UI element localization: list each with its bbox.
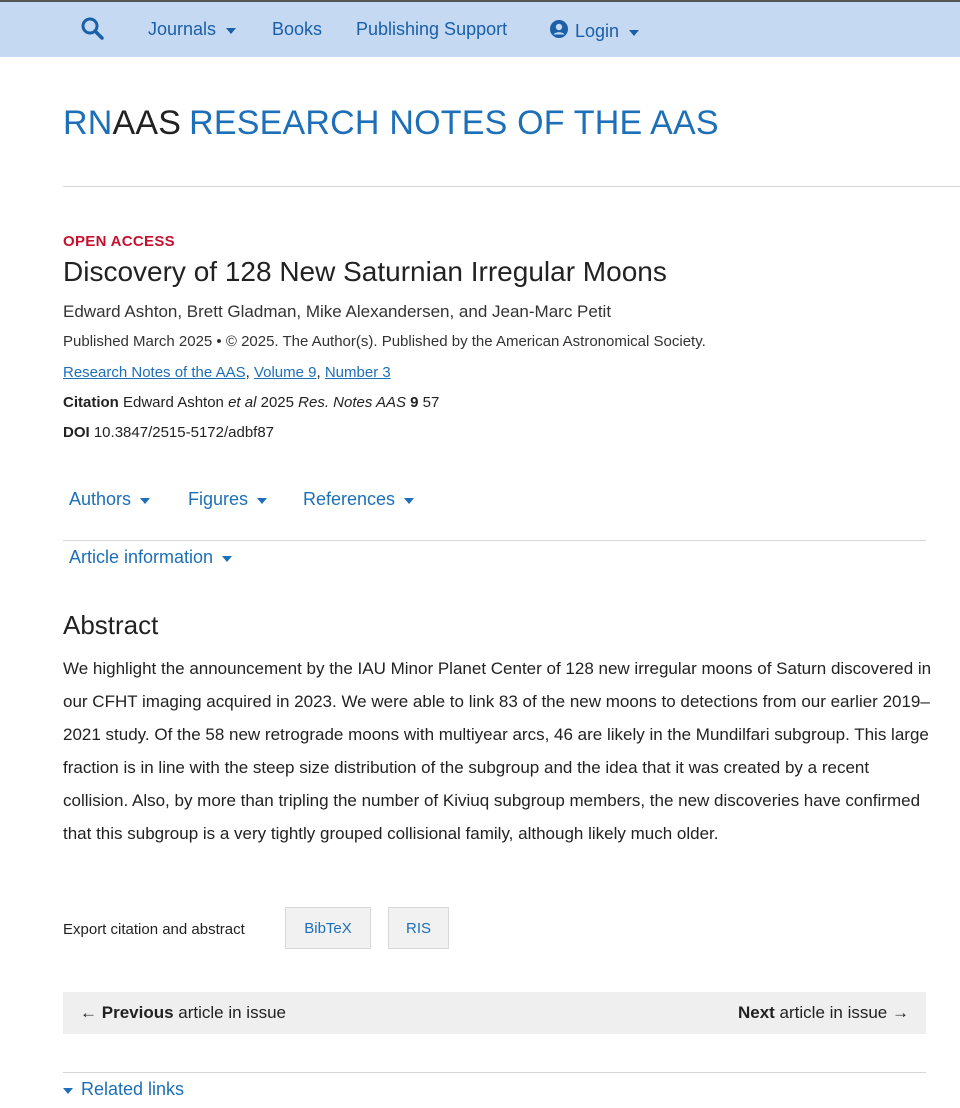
caret-down-icon — [404, 498, 414, 504]
previous-rest: article in issue — [173, 1003, 286, 1022]
top-navigation-bar — [0, 0, 960, 57]
doi — [63, 424, 274, 441]
issue-navigation — [63, 992, 926, 1034]
volume-link[interactable]: Volume 9 — [253, 364, 317, 381]
search-icon[interactable] — [80, 16, 104, 40]
caret-down-icon — [63, 1088, 73, 1094]
nav-login-label: Login — [575, 21, 620, 41]
logo-title: RESEARCH NOTES OF THE AAS — [189, 104, 719, 142]
related-links-label: Related links — [81, 1079, 185, 1099]
publication-info: Published March 2025 • © 2025. The Author(s). Published by the American Astronomical Society. — [63, 333, 706, 350]
citation-journal: Res. Notes AAS — [298, 394, 406, 411]
nav-books[interactable] — [272, 19, 322, 40]
tab-references[interactable] — [303, 489, 414, 510]
export-label: Export citation and abstract — [63, 921, 245, 938]
citation-etal: et al — [228, 394, 257, 411]
doi-value[interactable]: 10.3847/2515-5172/adbf87 — [93, 424, 275, 441]
journal-link[interactable]: Research Notes of the AAS — [63, 364, 246, 381]
citation-label: Citation — [63, 394, 119, 411]
article-authors: Edward Ashton, Brett Gladman, Mike Alexandersen, and Jean-Marc Petit — [63, 302, 612, 321]
caret-down-icon — [226, 28, 236, 34]
nav-publishing-support-label: Publishing Support — [356, 19, 508, 39]
journal-breadcrumb: Research Notes of the AAS, Volume 9, Number 3 — [63, 364, 391, 381]
caret-down-icon — [257, 498, 267, 504]
logo-aas: AAS — [112, 104, 182, 142]
citation — [63, 394, 439, 411]
abstract-text: We highlight the announcement by the IAU Minor Planet Center of 128 new irregular moons of Saturn discovered in our CFHT imaging acquired in 2023. We were able to link 83 of the new moons to detections from our earlier 2019–2021 study. Of the 58 new retrograde moons with multiyear arcs, 46 are likely in the Mundilfari subgroup. This large fraction is in line with the steep size distribution of the subgroup and the idea that it was created by a recent collision. Also, by more than tripling the number of Kiviuq subgroup members, the new discoveries have confirmed that this subgroup is a very tightly grouped collisional family, although likely much older. — [63, 659, 932, 843]
caret-down-icon — [140, 498, 150, 504]
tab-figures[interactable] — [188, 489, 267, 510]
abstract-heading: Abstract — [63, 610, 159, 640]
ris-button[interactable]: RIS — [388, 907, 449, 949]
previous-bold: Previous — [101, 1003, 174, 1022]
tab-references-label: References — [303, 489, 396, 509]
nav-books-label: Books — [272, 19, 323, 39]
nav-journals[interactable] — [148, 19, 236, 40]
next-bold: Next — [737, 1003, 775, 1022]
bibtex-button[interactable]: BibTeX — [285, 907, 371, 949]
tab-figures-label: Figures — [188, 489, 249, 509]
caret-down-icon — [629, 30, 639, 36]
citation-year: 2025 — [260, 394, 294, 411]
citation-author: Edward Ashton — [123, 394, 224, 411]
related-links-toggle[interactable] — [63, 1079, 184, 1100]
doi-label: DOI — [63, 424, 90, 441]
header-divider — [63, 186, 960, 187]
arrow-left-icon: ← — [80, 1003, 97, 1022]
article-title: Discovery of 128 New Saturnian Irregular Moons — [63, 256, 667, 287]
tab-authors-label: Authors — [69, 489, 132, 509]
next-article-link[interactable] — [738, 1003, 909, 1023]
tabs-divider — [63, 540, 926, 541]
logo-rn: RN — [63, 104, 113, 142]
tab-article-information[interactable] — [69, 547, 232, 568]
tab-article-information-label: Article information — [69, 547, 214, 567]
journal-logo[interactable] — [63, 104, 719, 143]
related-divider — [63, 1072, 926, 1073]
caret-down-icon — [222, 556, 232, 562]
nav-journals-label: Journals — [148, 19, 217, 39]
user-circle-icon — [549, 19, 569, 44]
next-rest: article in issue — [774, 1003, 888, 1022]
citation-page: 57 — [422, 394, 440, 411]
nav-publishing-support[interactable] — [356, 19, 507, 40]
citation-volume: 9 — [410, 394, 419, 411]
number-link[interactable]: Number 3 — [324, 364, 391, 381]
open-access-badge: OPEN ACCESS — [63, 233, 175, 250]
nav-login[interactable] — [549, 19, 639, 44]
previous-article-link[interactable] — [80, 1003, 286, 1023]
arrow-right-icon: → — [892, 1003, 909, 1022]
tab-authors[interactable] — [69, 489, 150, 510]
